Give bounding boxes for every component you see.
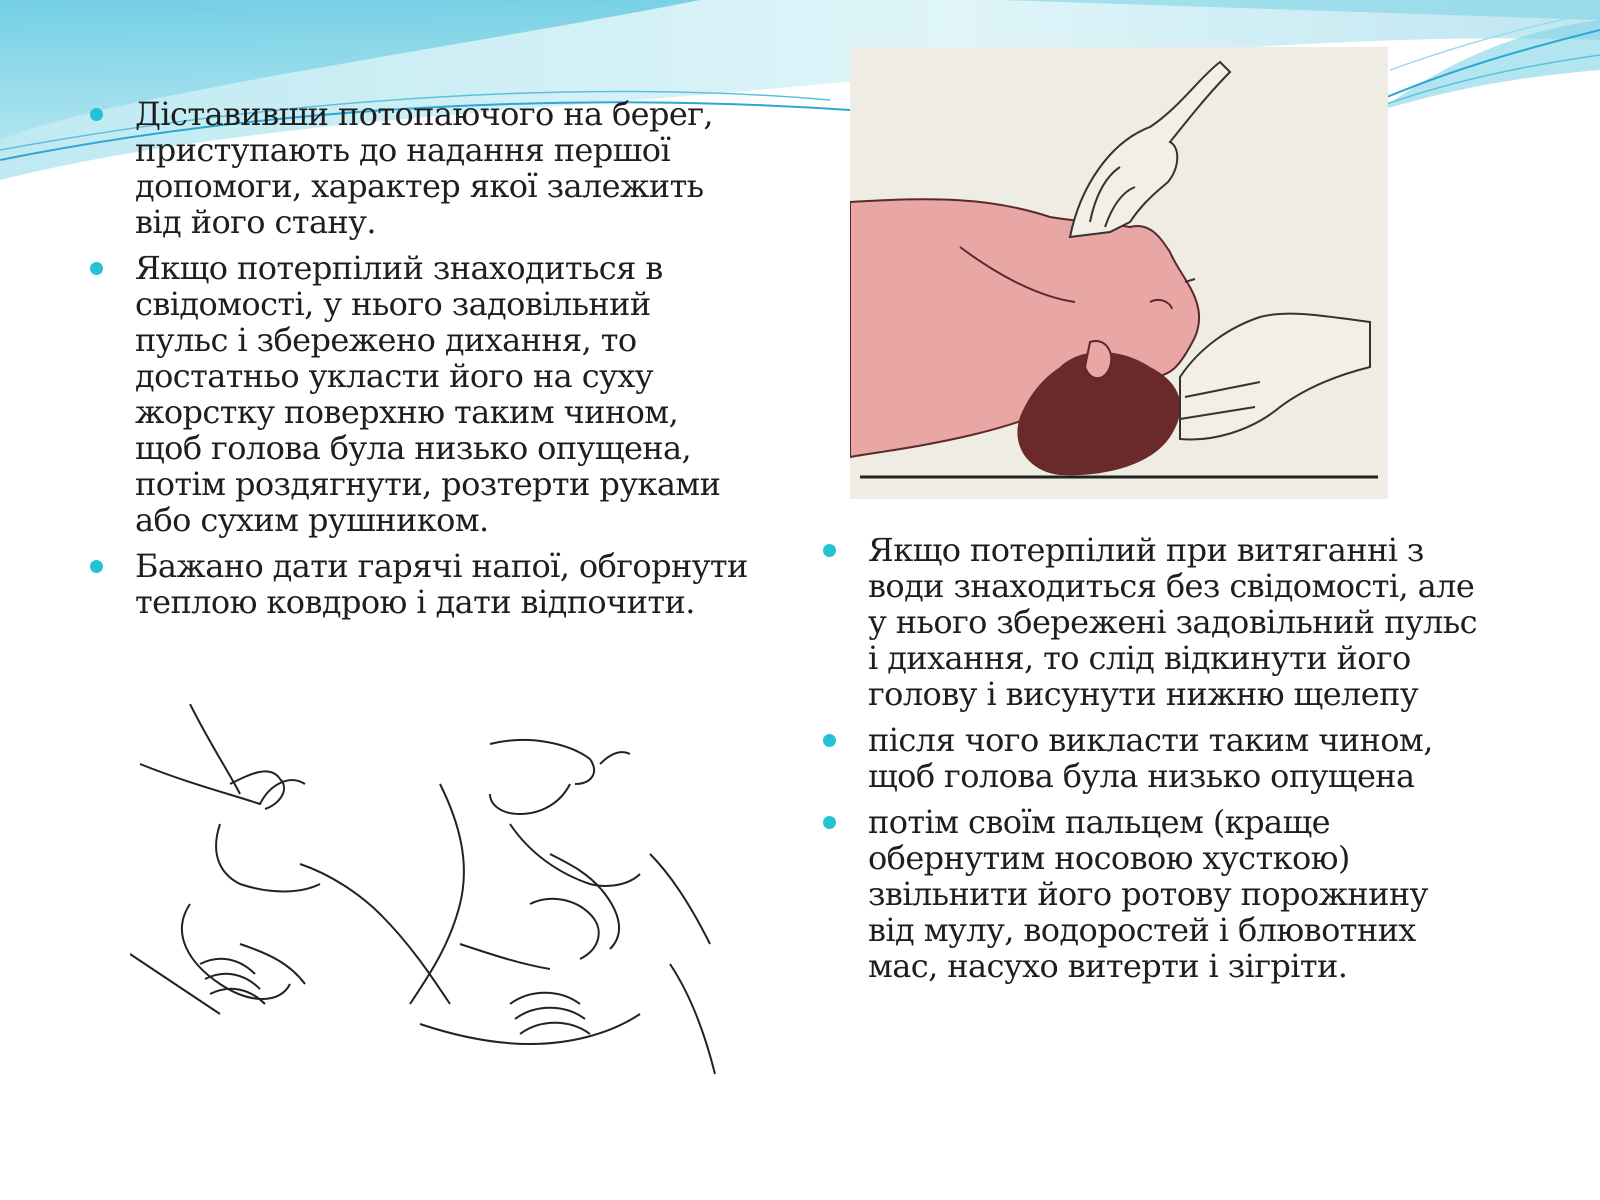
bullet-dot-icon [90,560,103,573]
bullet-item [823,722,1483,794]
bullet-text: Якщо потерпілий знаходиться в свідомості, у нього задовільний пульс і збережено дихання, то достатньо укласти його на суху жорстку поверхню таким чином, щоб голова була низько опущена, потім роздягнути, розтерти руками або сухим рушником. [135,249,721,539]
bullet-dot-icon [823,816,836,829]
bullet-dot-icon [90,262,103,275]
bullet-text: Діставивши потопаючого на берег, приступають до надання першої допомоги, характер якої залежить від його стану. [135,95,713,241]
rescuer-illustration [130,704,720,1084]
bullet-dot-icon [823,544,836,557]
left-bullet-list [90,96,750,630]
right-bullet-list [823,532,1483,994]
bullet-item [90,96,750,240]
bullet-dot-icon [823,734,836,747]
bullet-text: Бажано дати гарячі напої, обгорнути теплою ковдрою і дати відпочити. [135,547,748,621]
bullet-dot-icon [90,108,103,121]
bullet-item [823,804,1483,984]
bullet-item [823,532,1483,712]
head-tilt-illustration [850,47,1388,499]
bullet-text: потім своїм пальцем (краще обернутим носовою хусткою) звільнити його ротову порожнину від мулу, водоростей і блювотних мас, насухо витерти і зігріти. [868,803,1428,985]
bullet-text: Якщо потерпілий при витяганні з води знаходиться без свідомості, але у нього збережені задовільний пульс і дихання, то слід відкинути його голову і висунути нижню щелепу [868,531,1477,713]
bullet-item [90,250,750,538]
bullet-text: після чого викласти таким чином, щоб голова була низько опущена [868,721,1433,795]
bullet-item [90,548,750,620]
